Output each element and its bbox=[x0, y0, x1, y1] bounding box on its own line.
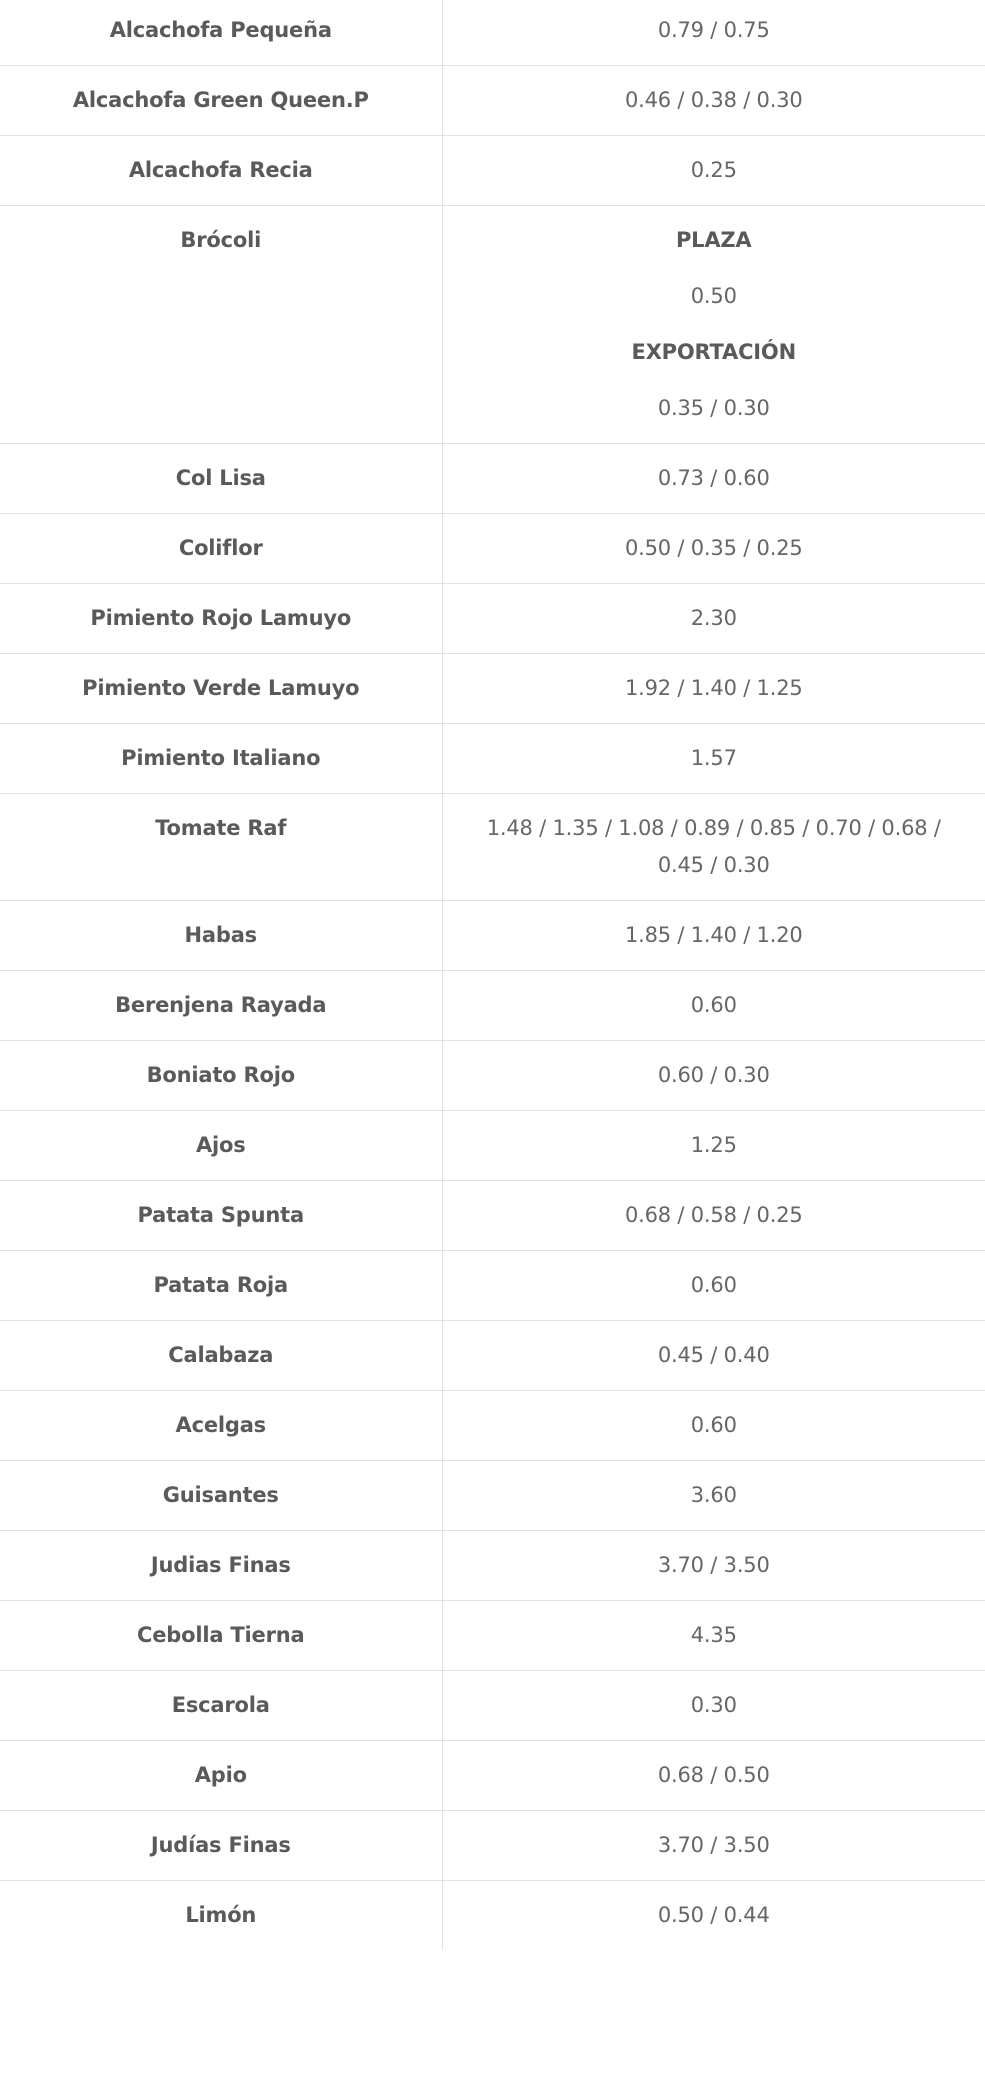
product-price: 3.70 / 3.50 bbox=[442, 1531, 985, 1601]
product-price: 0.73 / 0.60 bbox=[442, 444, 985, 514]
product-price: 0.60 / 0.30 bbox=[442, 1041, 985, 1111]
product-name: Pimiento Verde Lamuyo bbox=[0, 654, 442, 724]
product-price: 0.79 / 0.75 bbox=[442, 0, 985, 66]
table-row bbox=[0, 901, 985, 971]
table-row bbox=[0, 1251, 985, 1321]
table-row bbox=[0, 1881, 985, 1951]
product-name: Col Lisa bbox=[0, 444, 442, 514]
product-name: Limón bbox=[0, 1881, 442, 1951]
product-price: 0.68 / 0.58 / 0.25 bbox=[442, 1181, 985, 1251]
product-price: 1.92 / 1.40 / 1.25 bbox=[442, 654, 985, 724]
table-row bbox=[0, 1111, 985, 1181]
product-name: Acelgas bbox=[0, 1391, 442, 1461]
product-price: 1.85 / 1.40 / 1.20 bbox=[442, 901, 985, 971]
product-price: 0.60 bbox=[442, 971, 985, 1041]
product-name: Patata Spunta bbox=[0, 1181, 442, 1251]
product-name: Alcachofa Green Queen.P bbox=[0, 66, 442, 136]
product-name: Apio bbox=[0, 1741, 442, 1811]
table-row bbox=[0, 1531, 985, 1601]
product-name: Boniato Rojo bbox=[0, 1041, 442, 1111]
product-name: Pimiento Rojo Lamuyo bbox=[0, 584, 442, 654]
table-row bbox=[0, 794, 985, 901]
product-price: 0.30 bbox=[442, 1671, 985, 1741]
table-row bbox=[0, 66, 985, 136]
product-price: 0.45 / 0.40 bbox=[442, 1321, 985, 1391]
product-price: 0.68 / 0.50 bbox=[442, 1741, 985, 1811]
table-row bbox=[0, 1671, 985, 1741]
plaza-price: 0.50 bbox=[690, 284, 737, 308]
table-row bbox=[0, 1461, 985, 1531]
table-row bbox=[0, 1601, 985, 1671]
product-name: Patata Roja bbox=[0, 1251, 442, 1321]
product-price: 1.57 bbox=[442, 724, 985, 794]
product-price-multi bbox=[442, 206, 985, 444]
product-price: 0.50 / 0.44 bbox=[657, 1903, 770, 1927]
table-row bbox=[0, 206, 985, 444]
product-price: 0.60 bbox=[442, 1251, 985, 1321]
product-name: Escarola bbox=[0, 1671, 442, 1741]
table-row bbox=[0, 1391, 985, 1461]
plaza-label: PLAZA bbox=[675, 228, 752, 252]
table-row bbox=[0, 654, 985, 724]
product-price: 3.60 bbox=[442, 1461, 985, 1531]
product-price: 3.70 / 3.50 bbox=[442, 1811, 985, 1881]
table-row bbox=[0, 971, 985, 1041]
table-row bbox=[0, 1181, 985, 1251]
table-row bbox=[0, 584, 985, 654]
product-name: Alcachofa Recia bbox=[0, 136, 442, 206]
product-name: Ajos bbox=[0, 1111, 442, 1181]
product-price: 2.30 bbox=[442, 584, 985, 654]
product-price: 0.46 / 0.38 / 0.30 bbox=[442, 66, 985, 136]
table-row bbox=[0, 1321, 985, 1391]
product-name: Calabaza bbox=[0, 1321, 442, 1391]
table-row bbox=[0, 1041, 985, 1111]
product-name: Guisantes bbox=[0, 1461, 442, 1531]
table-row bbox=[0, 136, 985, 206]
product-name: Habas bbox=[0, 901, 442, 971]
table-row bbox=[0, 1741, 985, 1811]
product-price: 0.25 bbox=[442, 136, 985, 206]
export-price: 0.35 / 0.30 bbox=[657, 396, 770, 420]
product-name: Cebolla Tierna bbox=[0, 1601, 442, 1671]
product-name: Berenjena Rayada bbox=[0, 971, 442, 1041]
product-price: 4.35 bbox=[442, 1601, 985, 1671]
product-price: 0.60 bbox=[442, 1391, 985, 1461]
product-price: 0.50 / 0.35 / 0.25 bbox=[442, 514, 985, 584]
table-row bbox=[0, 1811, 985, 1881]
product-name: Brócoli bbox=[0, 206, 442, 444]
table-row bbox=[0, 0, 985, 66]
export-label: EXPORTACIÓN bbox=[631, 340, 796, 364]
product-name: Alcachofa Pequeña bbox=[0, 0, 442, 66]
table-row bbox=[0, 514, 985, 584]
table-row bbox=[0, 724, 985, 794]
product-name: Judías Finas bbox=[0, 1811, 442, 1881]
product-name: Tomate Raf bbox=[0, 794, 442, 901]
product-name: Coliflor bbox=[0, 514, 442, 584]
product-name: Judias Finas bbox=[0, 1531, 442, 1601]
table-row bbox=[0, 444, 985, 514]
product-price: 1.25 bbox=[442, 1111, 985, 1181]
product-name: Pimiento Italiano bbox=[0, 724, 442, 794]
product-price: 1.48 / 1.35 / 1.08 / 0.89 / 0.85 / 0.70 / 0.68 / 0.45 / 0.30 bbox=[442, 794, 985, 901]
